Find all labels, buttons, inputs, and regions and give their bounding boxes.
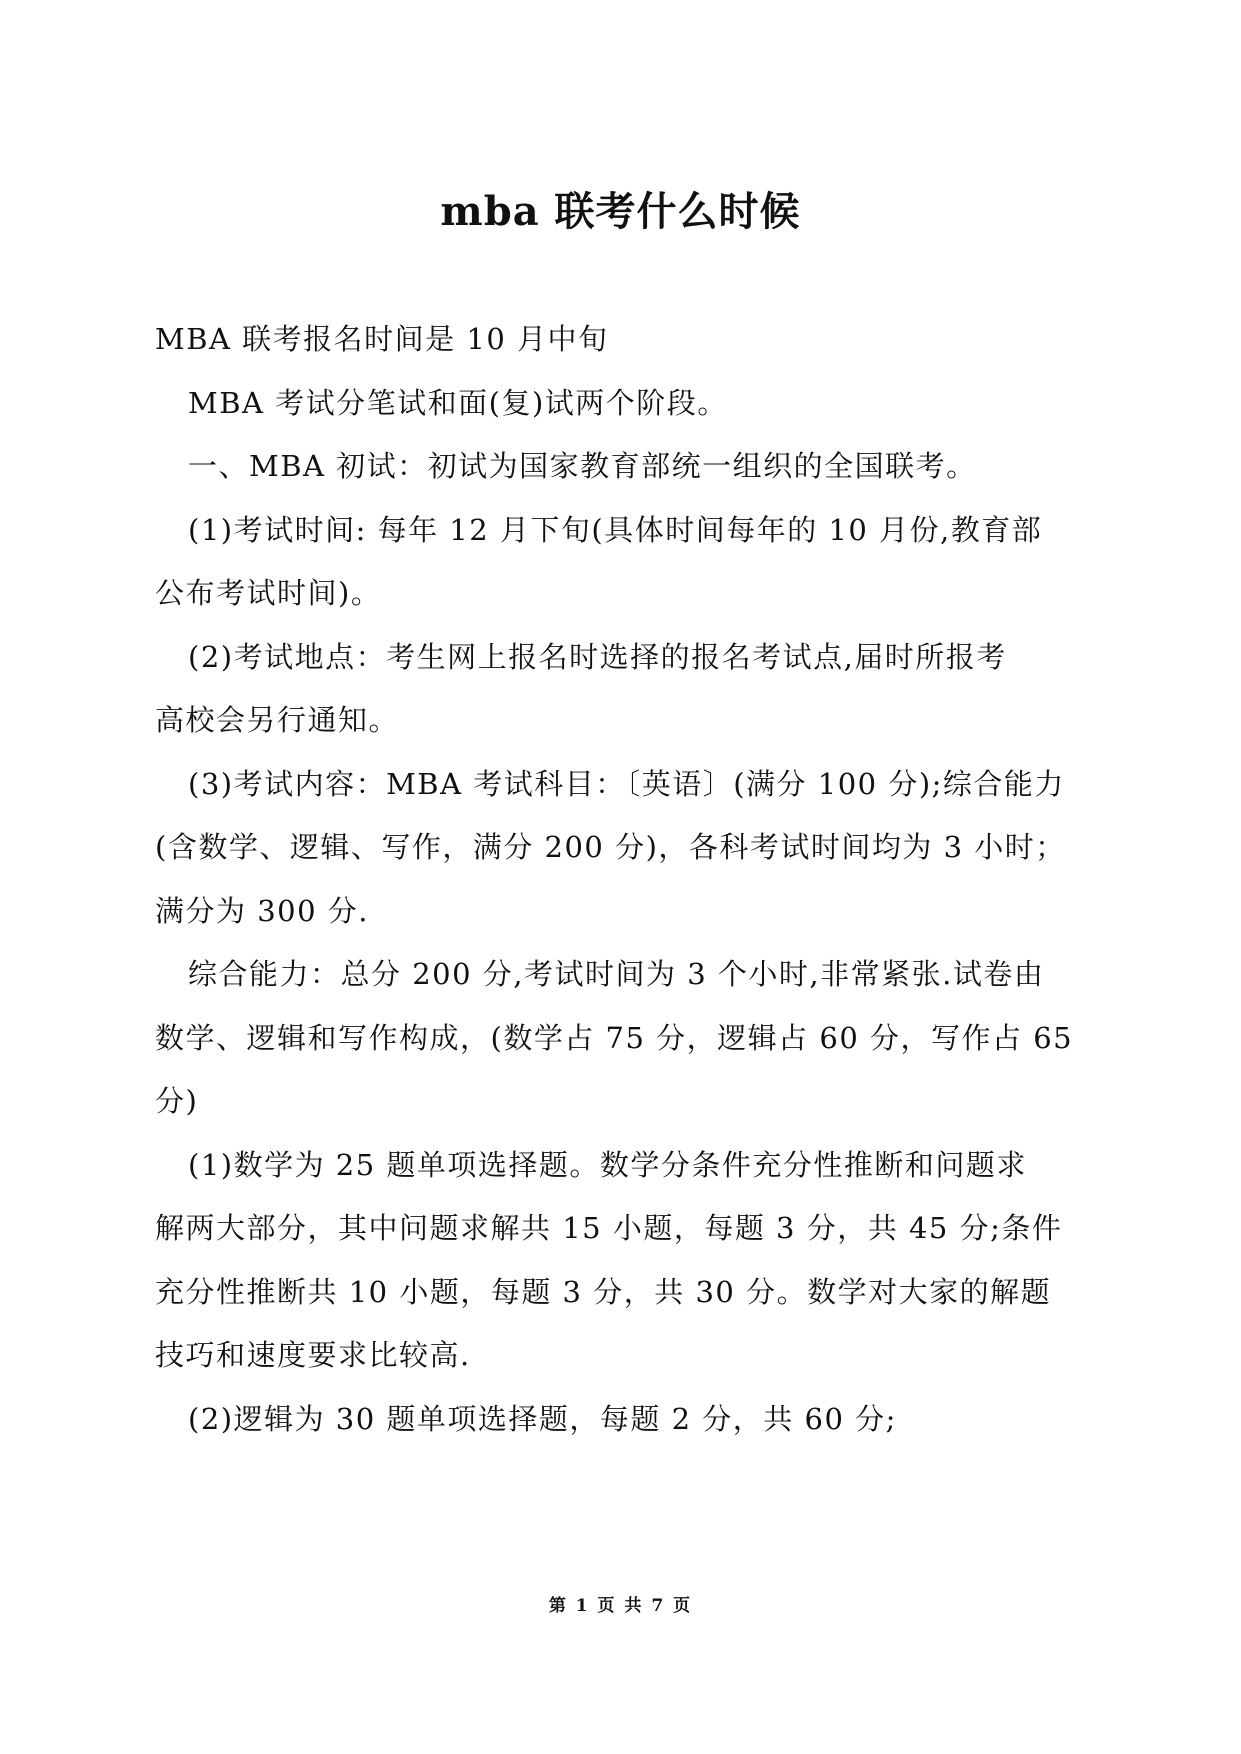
paragraph-line: MBA 联考报名时间是 10 月中旬 [155,322,609,356]
paragraph-line: 公布考试时间)。 [155,576,382,610]
paragraph-line: 综合能力：总分 200 分,考试时间为 3 个小时,非常紧张.试卷由 [188,957,1045,991]
page-number-footer: 第 1 页 共 7 页 [548,1596,693,1616]
paragraph-line: 满分为 300 分. [155,893,370,928]
paragraph-line: (1)数学为 25 题单项选择题。数学分条件充分性推断和问题求 [188,1147,1027,1182]
paragraph-line: 技巧和速度要求比较高. [155,1338,471,1372]
paragraph-line: 分) [155,1084,199,1118]
paragraph-line: (含数学、逻辑、写作，满分 200 分)，各科考试时间均为 3 小时； [155,830,1066,864]
paragraph-line: (2)逻辑为 30 题单项选择题，每题 2 分，共 60 分; [188,1401,897,1436]
document-title: mba 联考什么时候 [440,188,801,235]
paragraph-line: 充分性推断共 10 小题，每题 3 分，共 30 分。数学对大家的解题 [155,1274,1052,1309]
paragraph-line: (2)考试地点：考生网上报名时选择的报名考试点,届时所报考 [188,639,1007,674]
paragraph-line: 解两大部分，其中问题求解共 15 小题，每题 3 分，共 45 分;条件 [155,1211,1063,1245]
paragraph-line: (3)考试内容：MBA 考试科目：〔英语〕(满分 100 分);综合能力 [188,766,1065,801]
document-body [155,308,1099,1451]
paragraph-line: MBA 考试分笔试和面(复)试两个阶段。 [188,385,728,420]
paragraph-line: 高校会另行通知。 [155,703,400,737]
paragraph-line: (1)考试时间: 每年 12 月下旬(具体时间每年的 10 月份,教育部 [188,512,1043,547]
paragraph-line: 数学、逻辑和写作构成，(数学占 75 分，逻辑占 60 分，写作占 65 [155,1020,1074,1055]
paragraph-line: 一、MBA 初试：初试为国家教育部统一组织的全国联考。 [188,449,977,483]
